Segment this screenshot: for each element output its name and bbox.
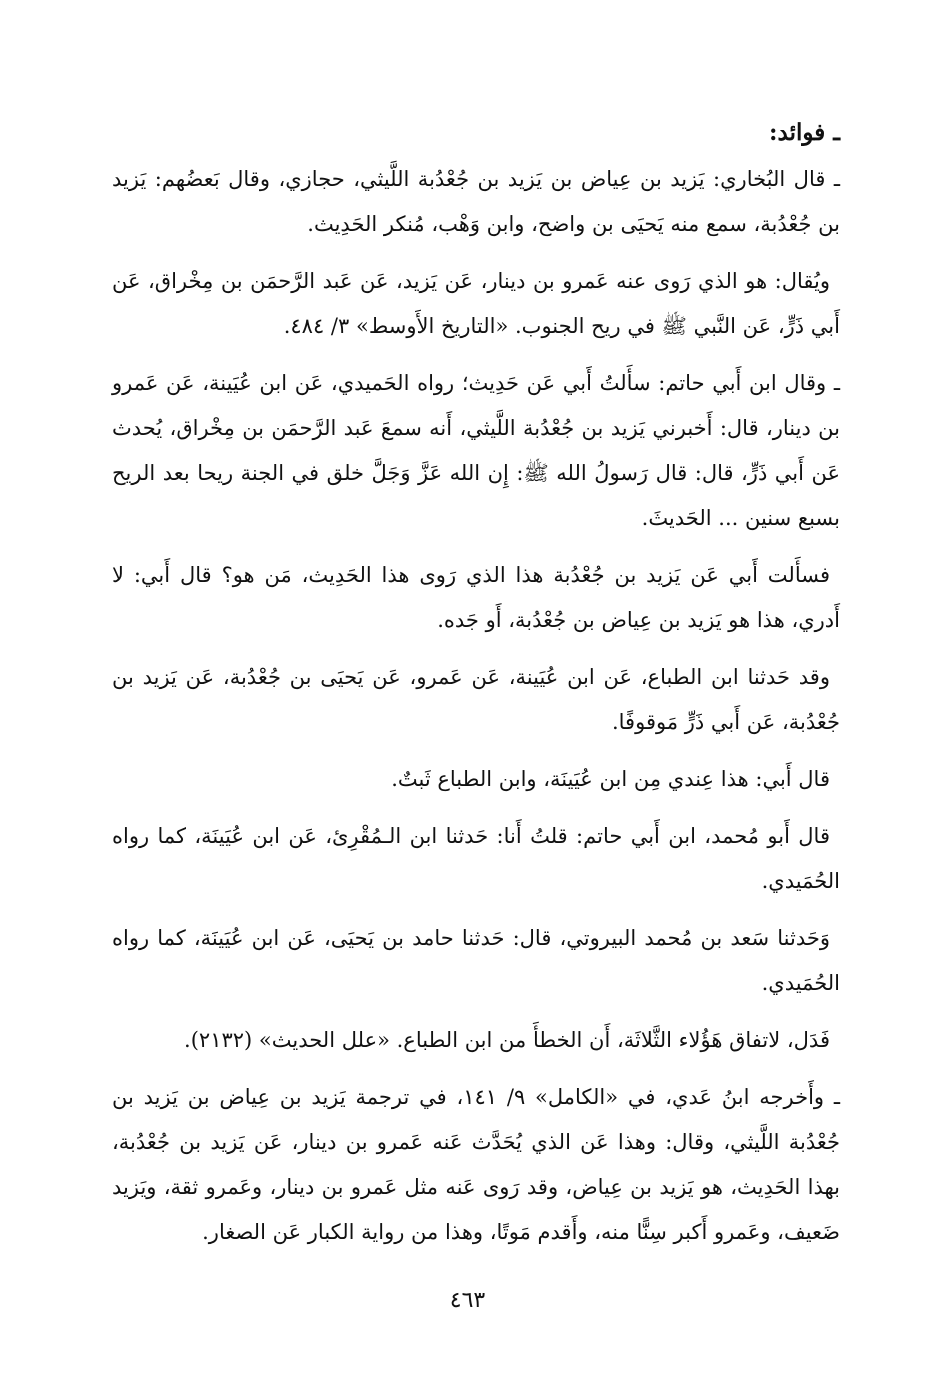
paragraph-yuqal: ويُقال: هو الذي رَوى عنه عَمرو بن دينار، عَن يَزيد، عَن عَبد الرَّحمَن بن مِخْراق، عَن أَبي ذَرٍّ، عَن النَّبي ﷺ في ريح الجنوب. «التاريخ الأَوسط» ٣/ ٤٨٤. (112, 269, 840, 338)
paragraph-saad: وَحَدثنا سَعد بن مُحمد البيروتي، قال: حَدثنا حامد بن يَحيَى، عَن ابن عُيَينَة، كما رواه الحُمَيدي. (112, 926, 840, 995)
paragraph-question: فسأَلت أَبي عَن يَزيد بن جُعْدُبة هذا الذي رَوى هذا الحَدِيث، مَن هو؟ قال أَبي: لا أَدري، هذا هو يَزيد بن عِياض بن جُعْدُبة، أَو جَده. (112, 563, 840, 632)
paragraph-ibn-tabba: وقد حَدثنا ابن الطباع، عَن ابن عُيَينة، عَن عَمرو، عَن يَحيَى بن جُعْدُبة، عَن يَزيد بن جُعْدُبة، عَن أَبي ذَرٍّ مَوقوفًا. (112, 665, 840, 734)
paragraph-ibn-adi: ـ وأَخرجه ابنُ عَدي، في «الكامل» ٩/ ١٤١، في ترجمة يَزيد بن عِياض بن يَزيد بن جُعْدُبة اللَّيثي، وقال: وهذا عَن الذي يُحَدَّث عَنه عَمرو بن دينار، عَن يَزيد بن جُعْدُبة، بهذا الحَدِيث، هو يَزيد بن عِياض، وقد رَوى عَنه مثل عَمرو بن دينار، وعَمرو ثقة، ويَزيد ضَعيف، وعَمرو أَكبر سِنًّا منه، وأَقدم مَوتًا، وهذا من رواية الكبار عَن الصغار. (112, 1085, 840, 1244)
paragraph-abi-says: قال أَبي: هذا عِندي مِن ابن عُيَينَة، وابن الطباع ثَبتٌ. (391, 767, 830, 791)
paragraph-ibn-abi-hatim: ـ وقال ابن أَبي حاتم: سأَلتُ أَبي عَن حَدِيث؛ رواه الحَميدي، عَن ابن عُيَينة، عَن عَمرو بن دينار، قال: أَخبرني يَزيد بن جُعْدُبة اللَّيثي، أَنه سمعَ عَبد الرَّحمَن بن مِخْراق، يُحدث عَن أَبي ذَرٍّ، قال: قال رَسولُ الله ﷺ: إِن الله عَزَّ وَجَلَّ خلق في الجنة ريحا بعد الريح بسبع سنين ... الحَديثَ. (112, 371, 840, 530)
page-body (112, 110, 840, 1267)
page-number: ٤٦٣ (449, 1288, 486, 1313)
paragraph-conclusion: فَدَل، لاتفاق هَؤُلاء الثَّلاثَة، أَن الخطأَ من ابن الطباع. «علل الحديث» (٢١٣٢). (184, 1028, 830, 1052)
paragraph-bukhari: ـ قال البُخاري: يَزيد بن عِياض بن يَزيد بن جُعْدُبة اللَّيثي، حجازي، وقال بَعضُهم: يَزيد بن جُعْدُبة، سمع منه يَحيَى بن واضح، وابن وَهْب، مُنكر الحَدِيث. (112, 167, 840, 236)
paragraph-abu-muhammad: قال أَبو مُحمد، ابن أَبي حاتم: قلتُ أَنا: حَدثنا ابن الـمُقْرِئ، عَن ابن عُيَينَة، كما رواه الحُمَيدي. (112, 824, 840, 893)
section-heading: ـ فوائد: (769, 119, 840, 146)
